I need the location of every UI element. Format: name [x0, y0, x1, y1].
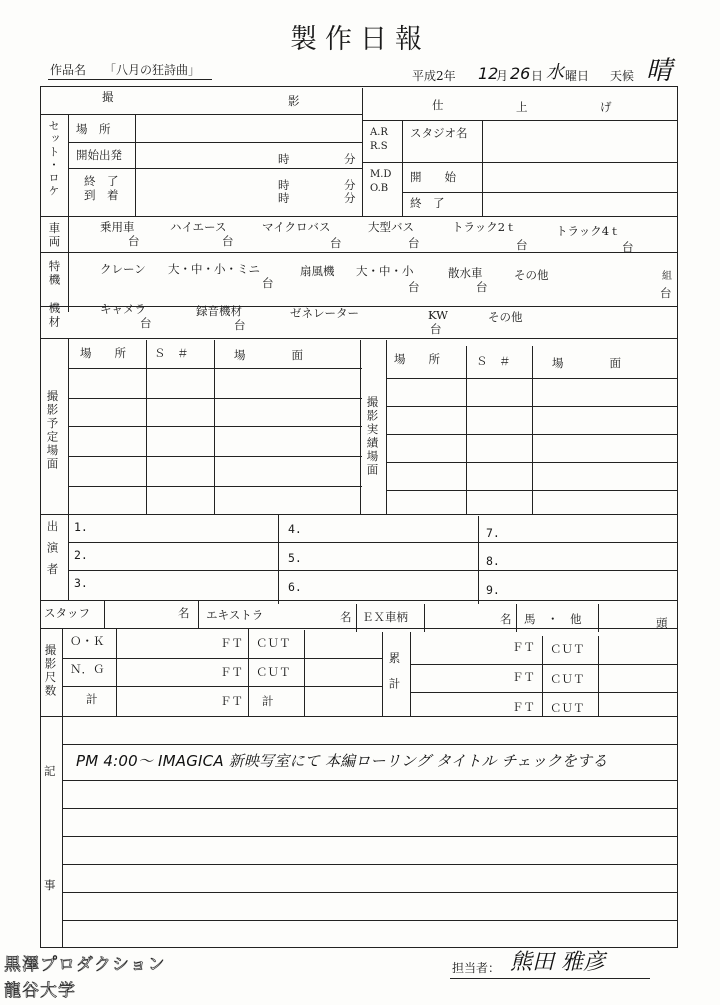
weather-label: 天候	[610, 69, 635, 83]
film-cumulative-label: 累計	[387, 652, 402, 703]
vehicle-2: マイクロバス	[262, 220, 331, 234]
special-water: 散水車	[448, 266, 483, 280]
film-cut-5: ＣＵＴ	[550, 701, 585, 715]
special-unit-3: 台	[476, 280, 488, 294]
finish-end-label: 終 了	[410, 196, 445, 210]
schedule-actual-label: 撮影実績場面	[365, 396, 380, 477]
date-month: 12	[478, 64, 499, 83]
date-weekday: 水	[546, 62, 564, 83]
vehicle-unit-1: 台	[222, 234, 234, 248]
vehicle-1: ハイエース	[170, 220, 227, 234]
extra-name-unit: 名	[340, 610, 352, 624]
equipment-camera: キャメラ	[100, 302, 146, 316]
equipment-unit-1: 台	[140, 316, 152, 330]
location-place: 場 所	[76, 122, 111, 136]
location-side-label: セット・ロケ	[47, 120, 60, 198]
schedule-scene-right: 場 面	[552, 356, 621, 370]
film-ft-2: ＦＴ	[220, 665, 243, 679]
studio-name-label: スタジオ名	[410, 126, 468, 140]
section-finish-3: げ	[600, 100, 612, 114]
special-crane: クレーン	[100, 262, 146, 276]
vehicle-unit-3: 台	[408, 236, 420, 250]
vehicle-4: トラック2ｔ	[452, 220, 517, 234]
date-era: 平成2年	[412, 69, 456, 83]
equipment-other: その他	[488, 310, 523, 324]
special-crane-sizes: 大・中・小・ミニ	[168, 262, 260, 276]
film-cut-1: ＣＵＴ	[256, 636, 291, 650]
location-hour-1: 時	[278, 152, 290, 166]
film-cut-2: ＣＵＴ	[256, 665, 291, 679]
staff-label: スタッフ	[44, 606, 90, 620]
vehicles-label: 車両	[47, 222, 62, 249]
date-weekday-unit: 曜日	[565, 69, 590, 83]
person-name: 熊田 雅彦	[510, 950, 605, 975]
schedule-planned-label: 撮影予定場面	[45, 390, 60, 471]
special-set: 組	[662, 271, 672, 282]
work-name-label: 作品名	[50, 63, 87, 77]
section-finish-1: 仕	[432, 98, 444, 112]
schedule-s-left: Ｓ ＃	[154, 346, 189, 360]
special-other: その他	[514, 268, 549, 282]
film-ft-3: ＦＴ	[220, 694, 243, 708]
label-md: M.D	[370, 169, 392, 180]
film-label: 撮影尺数	[43, 644, 58, 698]
watermark-line-2: 龍谷大学	[4, 981, 76, 1001]
notes-label-2: 事	[44, 878, 56, 892]
film-ft-6: ＦＴ	[512, 700, 535, 714]
cast-num-3: 3.	[74, 576, 88, 590]
location-start: 開始出発	[76, 148, 122, 162]
finish-start-label: 開 始	[410, 170, 456, 184]
special-unit-4: 台	[660, 286, 672, 300]
film-total-2: 計	[262, 694, 274, 708]
film-cut-3: ＣＵＴ	[550, 642, 585, 656]
film-ok: Ｏ・Ｋ	[70, 634, 105, 648]
watermark-line-1: 黒澤プロダクション	[4, 955, 166, 975]
schedule-place-left: 場 所	[80, 346, 126, 360]
notes-entry: PM 4:00〜 IMAGICA 新映写室にて 本編ローリング タイトル チェックをする	[76, 752, 608, 770]
location-minute-3: 分	[344, 191, 356, 205]
date-day: 26	[510, 64, 531, 83]
person-label: 担当者：	[452, 961, 501, 975]
horse-label: 馬 ・ 他	[524, 612, 582, 626]
cast-num-8: 8.	[486, 554, 500, 568]
vehicle-3: 大型バス	[368, 220, 414, 234]
vehicle-unit-0: 台	[128, 234, 140, 248]
special-fan-sizes: 大・中・小	[356, 264, 414, 278]
film-total: 計	[86, 692, 98, 706]
label-ar: A.R	[370, 127, 388, 138]
film-ft-5: ＦＴ	[512, 670, 535, 684]
vehicle-unit-4: 台	[516, 238, 528, 252]
equipment-unit-3: 台	[430, 322, 442, 336]
label-rs: R.S	[370, 141, 388, 152]
page-title: 製作日報	[290, 24, 430, 55]
special-unit-1: 台	[262, 276, 274, 290]
location-hour-3: 時	[278, 191, 290, 205]
staff-name-unit: 名	[178, 606, 190, 620]
section-finish-2: 上	[516, 100, 528, 114]
cast-label: 出演者	[45, 520, 60, 585]
notes-label-1: 記	[44, 764, 56, 778]
cast-num-5: 5.	[288, 551, 302, 565]
vehicle-unit-2: 台	[330, 236, 342, 250]
section-shoot-2: 影	[288, 94, 300, 108]
location-hour-2: 時	[278, 178, 290, 192]
film-ng: Ｎ．Ｇ	[70, 662, 105, 676]
section-shoot-1: 撮	[102, 90, 114, 104]
vehicle-5: トラック4ｔ	[556, 224, 621, 238]
equipment-label: 機材	[47, 302, 62, 329]
cast-num-2: 2.	[74, 548, 88, 562]
work-name: 「八月の狂詩曲」	[104, 63, 201, 77]
cast-num-6: 6.	[288, 580, 302, 594]
schedule-s-right: Ｓ ＃	[476, 354, 511, 368]
equipment-kw: KW	[428, 308, 449, 322]
schedule-scene-left: 場 面	[234, 348, 303, 362]
vehicle-0: 乗用車	[100, 220, 135, 234]
location-minute-1: 分	[344, 152, 356, 166]
date-day-unit: 日	[531, 69, 544, 83]
cast-num-9: 9.	[486, 583, 500, 597]
ex-vehicle-name-unit: 名	[500, 612, 512, 626]
label-ob: O.B	[370, 183, 389, 194]
location-end-1: 終 了	[84, 174, 119, 188]
location-end-2: 到 着	[84, 188, 119, 202]
location-minute-2: 分	[344, 178, 356, 192]
special-label: 特機	[47, 260, 62, 287]
film-ft-1: ＦＴ	[220, 636, 243, 650]
head-unit: 頭	[656, 616, 668, 630]
date-month-unit: 月	[496, 69, 509, 83]
equipment-unit-2: 台	[234, 318, 246, 332]
cast-num-1: 1.	[74, 520, 88, 534]
special-unit-2: 台	[408, 280, 420, 294]
schedule-place-right: 場 所	[394, 352, 440, 366]
cast-num-4: 4.	[288, 522, 302, 536]
equipment-sound: 録音機材	[196, 304, 242, 318]
equipment-generator: ゼネレーター	[290, 306, 359, 320]
special-fan: 扇風機	[300, 264, 335, 278]
weather-value: 晴	[646, 56, 673, 86]
film-ft-4: ＦＴ	[512, 640, 535, 654]
cast-num-7: 7.	[486, 526, 500, 540]
extra-label: エキストラ	[206, 608, 264, 622]
film-cut-4: ＣＵＴ	[550, 672, 585, 686]
vehicle-unit-5: 台	[622, 240, 634, 254]
ex-vehicle-label: ＥＸ車柄	[362, 610, 408, 624]
